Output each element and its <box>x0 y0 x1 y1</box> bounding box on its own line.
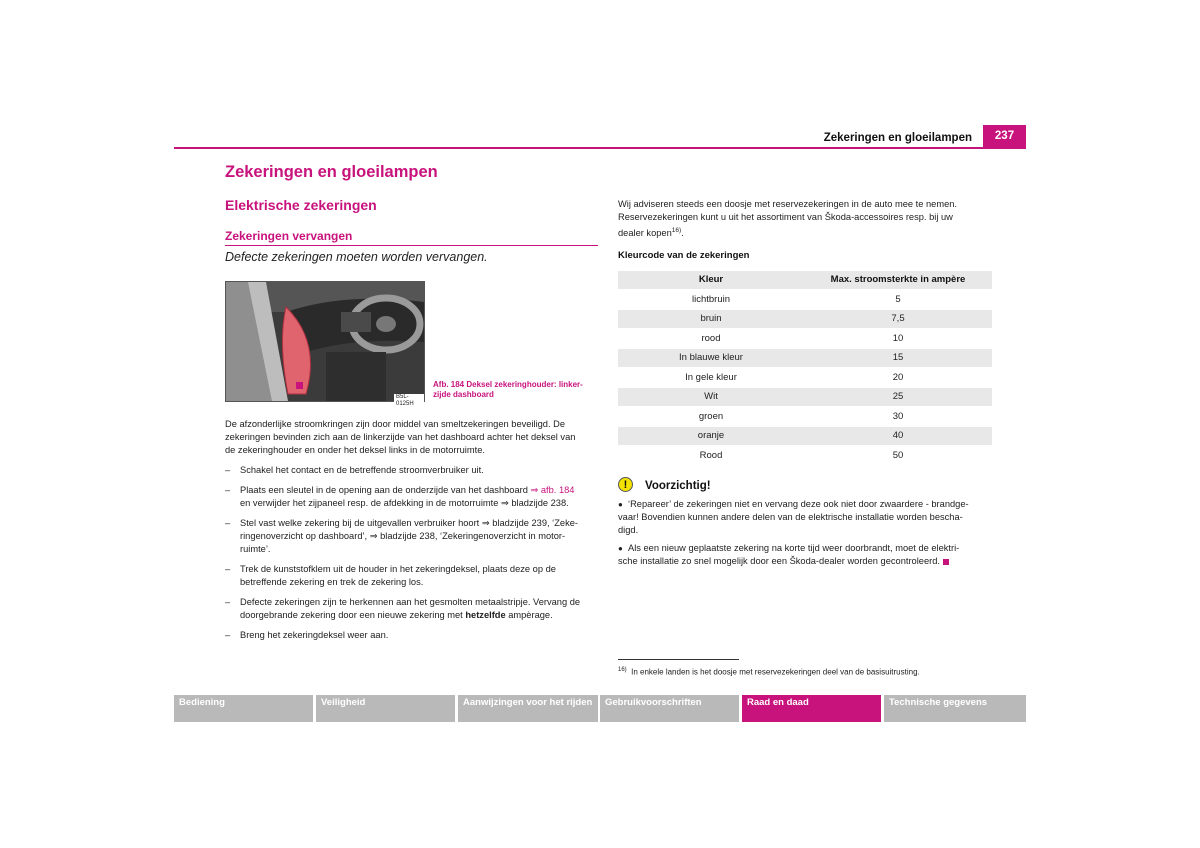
section-title: Zekeringen en gloeilampen <box>225 163 438 181</box>
table-cell: 20 <box>892 371 904 383</box>
table-row <box>618 408 992 426</box>
text-line <box>618 224 1003 240</box>
table-row <box>618 310 992 328</box>
table-row <box>618 369 992 387</box>
table-title: Kleurcode van de zekeringen <box>618 250 750 261</box>
text-span: . <box>681 228 684 239</box>
text-line <box>618 555 998 568</box>
table-cell: 7,5 <box>891 313 905 325</box>
lead-sentence: Defecte zekeringen moeten worden vervangen. <box>225 250 488 264</box>
dash-marker: – <box>225 485 231 495</box>
table-row <box>618 388 992 406</box>
text-line: de zekeringhouder en onder het deksel links in de motorruimte. <box>225 445 485 456</box>
footnote <box>618 667 920 677</box>
text-line: Reservezekeringen kunt u uit het assortiment van Škoda-accessoires resp. bij uw <box>618 212 953 223</box>
footnote-text: In enkele landen is het doosje met reservezekeringen deel van de basisuitrusting. <box>631 667 920 677</box>
figure-caption-line: Afb. 184 Deksel zekeringhouder: linker- <box>433 380 583 389</box>
table-cell: 15 <box>892 352 904 364</box>
text-span: Als een nieuw geplaatste zekering na korte tijd weer doorbrandt, moet de elektri- <box>628 543 960 553</box>
step-3 <box>225 517 605 557</box>
tab-raad-en-daad[interactable]: Raad en daad <box>742 695 881 722</box>
table-cell: Rood <box>699 449 723 461</box>
table-cell: 5 <box>895 293 901 305</box>
warning-title: Voorzichtig! <box>645 480 711 492</box>
tab-aanwijzingen[interactable]: Aanwijzingen voor het rijden <box>458 695 598 722</box>
text-line: Breng het zekeringdeksel weer aan. <box>240 630 389 640</box>
warning-icon: ! <box>618 477 633 492</box>
figure-caption-line: zijde dashboard <box>433 390 494 399</box>
text-line <box>618 498 998 511</box>
table-cell: 40 <box>892 430 904 442</box>
dash-marker: – <box>225 518 231 528</box>
table-cell: 30 <box>892 410 904 422</box>
text-span: sche installatie zo snel mogelijk door een Škoda-dealer worden gecontroleerd. <box>618 556 940 567</box>
running-header-title: Zekeringen en gloeilampen <box>823 132 972 144</box>
dash-marker: – <box>225 465 231 475</box>
warning-bullet-2 <box>618 542 998 568</box>
bold-text: hetzelfde <box>465 610 506 621</box>
text-line: en verwijder het zijpaneel resp. de afdekking in de motorruimte ⇒ bladzijde 238. <box>240 498 569 509</box>
text-line <box>240 609 605 622</box>
step-4 <box>225 563 605 589</box>
text-line: Schakel het contact en de betreffende stroomverbruiker uit. <box>240 465 484 475</box>
table-cell: bruin <box>700 313 722 325</box>
table-cell: In blauwe kleur <box>679 352 743 364</box>
text-line <box>618 542 998 555</box>
text-line: zekeringen bevinden zich aan de linkerzijde van het dashboard achter het deksel van <box>225 432 576 443</box>
table-cell: rood <box>701 332 721 344</box>
table-cell: In gele kleur <box>685 371 737 383</box>
text-span: doorgebrande zekering door een nieuwe zekering met <box>240 610 466 621</box>
header-rule <box>174 147 1026 149</box>
table-row <box>618 349 992 367</box>
tab-gebruikvoorschriften[interactable]: Gebruikvoorschriften <box>600 695 739 722</box>
topic-rule <box>225 245 598 246</box>
table-cell: 10 <box>892 332 904 344</box>
tab-bediening[interactable]: Bediening <box>174 695 313 722</box>
table-row <box>618 291 992 309</box>
page-number: 237 <box>983 125 1026 147</box>
column-header: Max. stroomsterkte in ampère <box>830 274 966 286</box>
dash-marker: – <box>225 597 231 607</box>
dash-marker: – <box>225 564 231 574</box>
table-cell: groen <box>698 410 724 422</box>
bullet-icon: ● <box>618 500 623 509</box>
table-cell: 25 <box>892 391 904 403</box>
text-line: Defecte zekeringen zijn te herkennen aan het gesmolten metaalstripje. Vervang de <box>240 597 581 607</box>
dashboard-illustration <box>226 282 424 401</box>
text-line: Wij adviseren steeds een doosje met reservezekeringen in de auto mee te nemen. <box>618 199 958 209</box>
footnote-reference[interactable]: 16) <box>671 227 682 235</box>
bullet-icon: ● <box>618 544 623 553</box>
column-header: Kleur <box>698 274 724 286</box>
text-span: ‘Repareer’ de zekeringen niet en vervang deze ook niet door zwaardere - brandge- <box>628 499 969 509</box>
text-line: ringenoverzicht op dashboard’, ⇒ bladzijde 238, ‘Zekeringenoverzicht in motor- <box>240 531 566 542</box>
text-line: Stel vast welke zekering bij de uitgevallen verbruiker hoort ⇒ bladzijde 239, ‘Zeke- <box>240 518 579 528</box>
text-line: ruimte’. <box>240 544 271 555</box>
tab-technische-gegevens[interactable]: Technische gegevens <box>884 695 1026 722</box>
table-header-row <box>618 271 992 289</box>
topic-title: Zekeringen vervangen <box>225 229 353 243</box>
table-row <box>618 330 992 348</box>
table-cell: 50 <box>892 449 904 461</box>
text-line: Trek de kunststofklem uit de houder in het zekeringdeksel, plaats deze op de <box>240 564 556 574</box>
text-line: digd. <box>618 525 639 536</box>
text-span: Plaats een sleutel in de opening aan de onderzijde van het dashboard <box>240 485 531 495</box>
text-span: ampèrage. <box>505 610 553 621</box>
step-2 <box>225 484 605 510</box>
table-cell: oranje <box>697 430 725 442</box>
table-row <box>618 427 992 445</box>
footnote-rule <box>618 659 739 660</box>
end-of-section-icon <box>943 559 949 565</box>
warning-bullet-1 <box>618 498 998 538</box>
text-line <box>240 484 605 497</box>
table-row <box>618 447 992 465</box>
figure-dashboard-photo <box>225 281 425 407</box>
dash-marker: – <box>225 630 231 640</box>
step-5 <box>225 596 605 622</box>
reserve-paragraph <box>618 198 1003 241</box>
step-6 <box>225 629 605 642</box>
step-1 <box>225 464 605 477</box>
table-cell: Wit <box>704 391 718 403</box>
figure-caption <box>433 380 601 400</box>
text-line: vaar! Bovendien kunnen andere delen van de elektrische installatie worden bescha- <box>618 512 963 523</box>
text-line: De afzonderlijke stroomkringen zijn door middel van smeltzekeringen beveiligd. De <box>225 419 566 429</box>
tab-veiligheid[interactable]: Veiligheid <box>316 695 455 722</box>
figure-reference-link[interactable]: ⇒ afb. 184 <box>530 485 575 495</box>
intro-paragraph <box>225 418 605 458</box>
text-span: dealer kopen <box>618 228 672 239</box>
figure-code: B5L-0125H <box>394 394 424 408</box>
subsection-title: Elektrische zekeringen <box>225 197 377 213</box>
table-cell: lichtbruin <box>691 293 731 305</box>
footnote-number: 16) <box>618 667 627 673</box>
text-line: betreffende zekering en trek de zekering los. <box>240 577 424 588</box>
